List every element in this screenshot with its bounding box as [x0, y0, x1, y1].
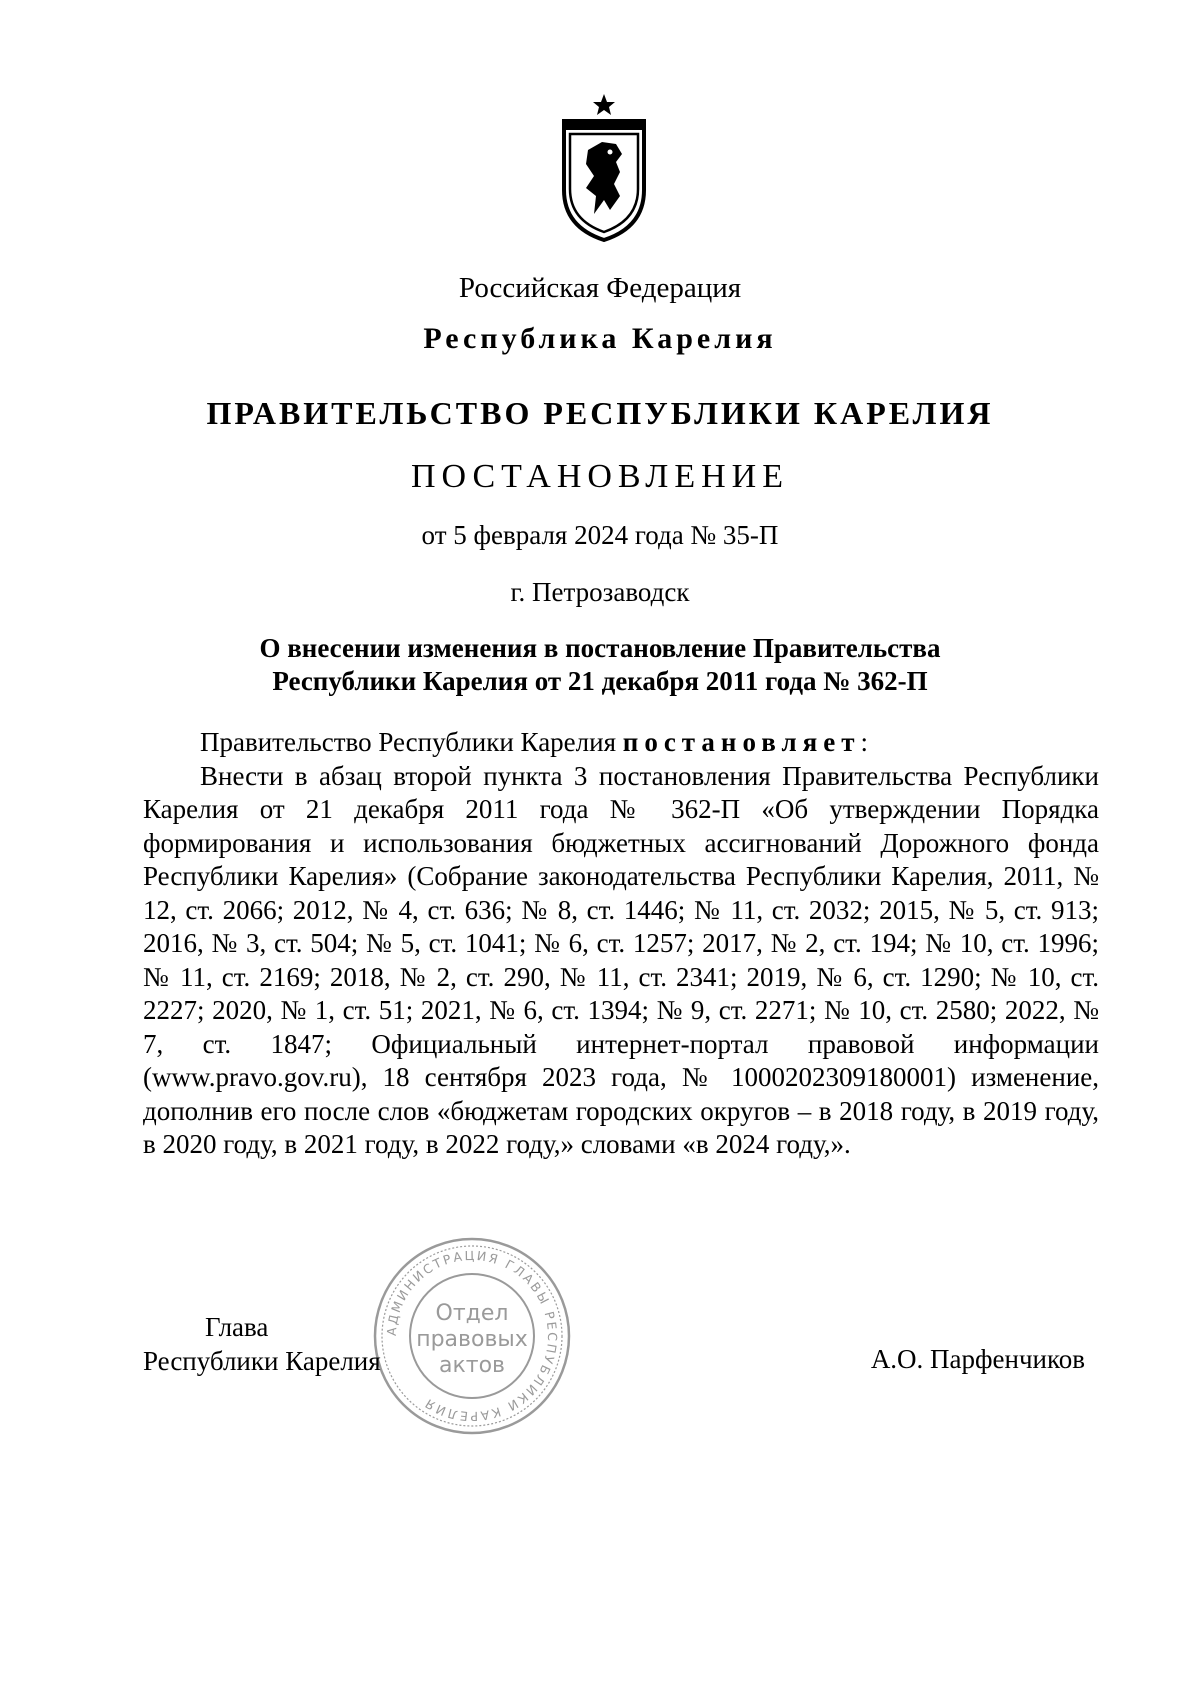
republic-name: Республика Карелия	[423, 322, 777, 355]
document-title	[0, 632, 1200, 698]
signatory-title	[143, 1310, 381, 1378]
intro-paragraph	[143, 726, 1099, 760]
country-name: Российская Федерация	[458, 272, 742, 304]
stamp-ring-text: АДМИНИСТРАЦИЯ ГЛАВЫ РЕСПУБЛИКИ КАРЕЛИЯ	[383, 1247, 561, 1425]
signatory-name: А.О. Парфенчиков	[870, 1344, 1085, 1374]
signatory-role-line-2: Республики Карелия	[143, 1346, 381, 1376]
stamp-line-1: Отдел	[435, 1301, 509, 1326]
document-title-line-2: Республики Карелия от 21 декабря 2011 года № 362-П	[272, 666, 928, 696]
document-city: г. Петрозаводск	[510, 577, 690, 607]
stamp-line-2: правовых	[416, 1327, 528, 1352]
document-body	[143, 726, 1099, 1162]
legal-department-stamp	[372, 1236, 572, 1436]
intro-prefix: Правительство Республики Карелия	[200, 727, 623, 757]
document-title-line-1: О внесении изменения в постановление Правительства	[259, 633, 941, 663]
intro-keyword: постановляет	[622, 727, 861, 757]
main-paragraph: Внести в абзац второй пункта 3 постановления Правительства Республики Карелия от 21 декабря 2011 года № 362-П «Об утверждении Порядка формирования и использования бюджетных ассигнований Дорожного фонда Республики Карелия» (Собрание законодательства Республики Карелия, 2011, № 12, ст. 2066; 2012, № 4, ст. 636; № 8, ст. 1446; № 11, ст. 2032; 2015, № 5, ст. 913; 2016, № 3, ст. 504; № 5, ст. 1041; № 6, ст. 1257; 2017, № 2, ст. 194; № 10, ст. 1996; № 11, ст. 2169; 2018, № 2, ст. 290, № 11, ст. 2341; 2019, № 6, ст. 1290; № 10, ст. 2227; 2020, № 1, ст. 51; 2021, № 6, ст. 1394; № 9, ст. 2271; № 10, ст. 2580; 2022, № 7, ст. 1847; Официальный интернет-портал правовой информации (www.pravo.gov.ru), 18 сентября 2023 года, № 1000202309180001) изменение, дополнив его после слов «бюджетам городских округов – в 2018 году, в 2019 году, в 2020 году, в 2021 году, в 2022 году,» словами «в 2024 году,».	[143, 760, 1099, 1159]
karelia-coat-of-arms-icon	[558, 92, 650, 242]
document-type: ПОСТАНОВЛЕНИЕ	[410, 458, 790, 495]
signatory-role-line-1: Глава	[205, 1312, 269, 1342]
document-date-number: от 5 февраля 2024 года № 35-П	[421, 520, 779, 550]
government-name: ПРАВИТЕЛЬСТВО РЕСПУБЛИКИ КАРЕЛИЯ	[206, 395, 994, 431]
intro-suffix: :	[860, 727, 869, 757]
stamp-line-3: актов	[438, 1353, 506, 1378]
